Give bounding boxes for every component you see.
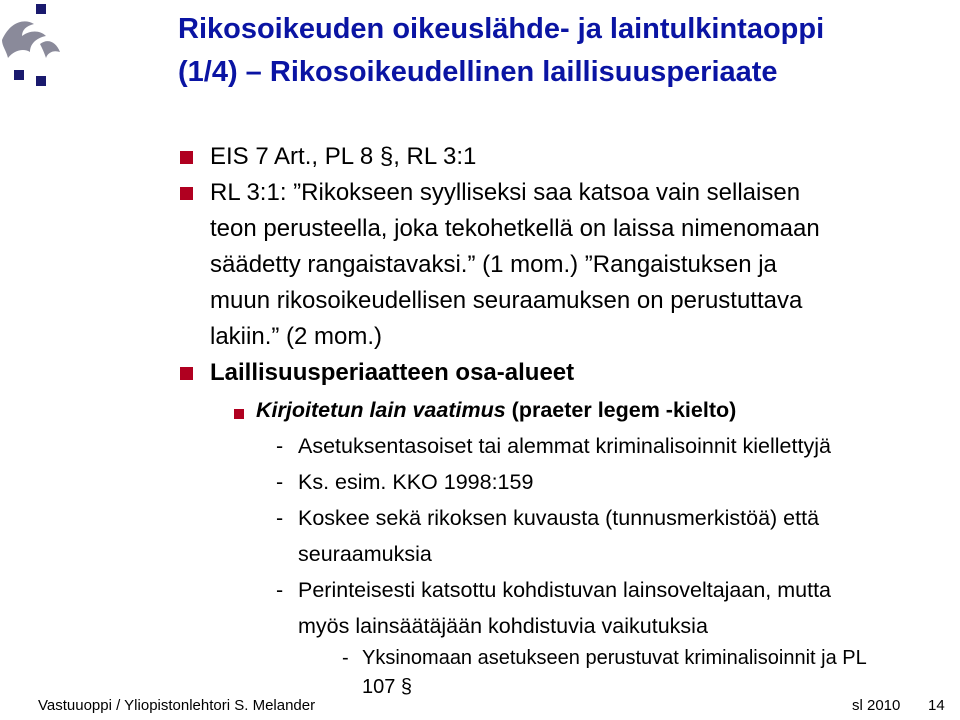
dash-item-text: Asetuksentasoiset tai alemmat kriminalisoinnit kiellettyjä — [298, 434, 831, 458]
sub-bullet-rest: (praeter legem -kielto) — [505, 398, 737, 422]
sub-dash-item-text: Yksinomaan asetukseen perustuvat kriminalisoinnit ja PL — [362, 647, 867, 669]
bullet-text: säädetty rangaistavaksi.” (1 mom.) ”Rangaistuksen ja — [210, 251, 777, 278]
dash-item-text: seuraamuksia — [298, 542, 432, 566]
sub-dash-item-text: 107 § — [362, 676, 413, 698]
sub-bullet-text — [256, 398, 736, 423]
bullet-text: RL 3:1: ”Rikokseen syylliseksi saa katsoa vain sellaisen — [210, 179, 801, 206]
bullet-text: EIS 7 Art., PL 8 §, RL 3:1 — [210, 143, 477, 170]
dash-item-text: myös lainsäätäjään kohdistuvia vaikutuksia — [298, 614, 708, 638]
title-line-1: Rikosoikeuden oikeuslähde- ja laintulkintaoppi — [178, 13, 825, 45]
dash-marker: - — [276, 506, 284, 530]
bullet-text: muun rikosoikeudellisen seuraamuksen on perustuttava — [210, 287, 803, 314]
sub-bullet-italic: Kirjoitetun lain vaatimus — [256, 398, 506, 422]
sub-bullet-marker — [234, 409, 244, 419]
dash-marker: - — [276, 434, 284, 458]
dash-item-text: Koskee sekä rikoksen kuvausta (tunnusmerkistöä) että — [298, 506, 820, 530]
footer-page-number: 14 — [928, 697, 945, 714]
bullet-marker — [180, 187, 193, 200]
dash-item-text: Perinteisesti katsottu kohdistuvan lainsoveltajaan, mutta — [298, 578, 832, 602]
bullet-text: teon perusteella, joka tekohetkellä on laissa nimenomaan — [210, 215, 820, 242]
dash-marker: - — [276, 470, 284, 494]
bullet-text: lakiin.” (2 mom.) — [210, 323, 383, 350]
title-line-2: (1/4) – Rikosoikeudellinen laillisuusperiaate — [178, 56, 778, 88]
dash-marker: - — [276, 578, 284, 602]
bullet-marker — [180, 367, 193, 380]
footer-date: sl 2010 — [852, 697, 901, 714]
footer-left: Vastuuoppi / Yliopistonlehtori S. Melander — [38, 697, 316, 714]
bullet-text: Laillisuusperiaatteen osa-alueet — [210, 359, 575, 386]
dash-item-text: Ks. esim. KKO 1998:159 — [298, 470, 534, 494]
sub-dash-marker: - — [342, 647, 349, 669]
bullet-marker — [180, 151, 193, 164]
